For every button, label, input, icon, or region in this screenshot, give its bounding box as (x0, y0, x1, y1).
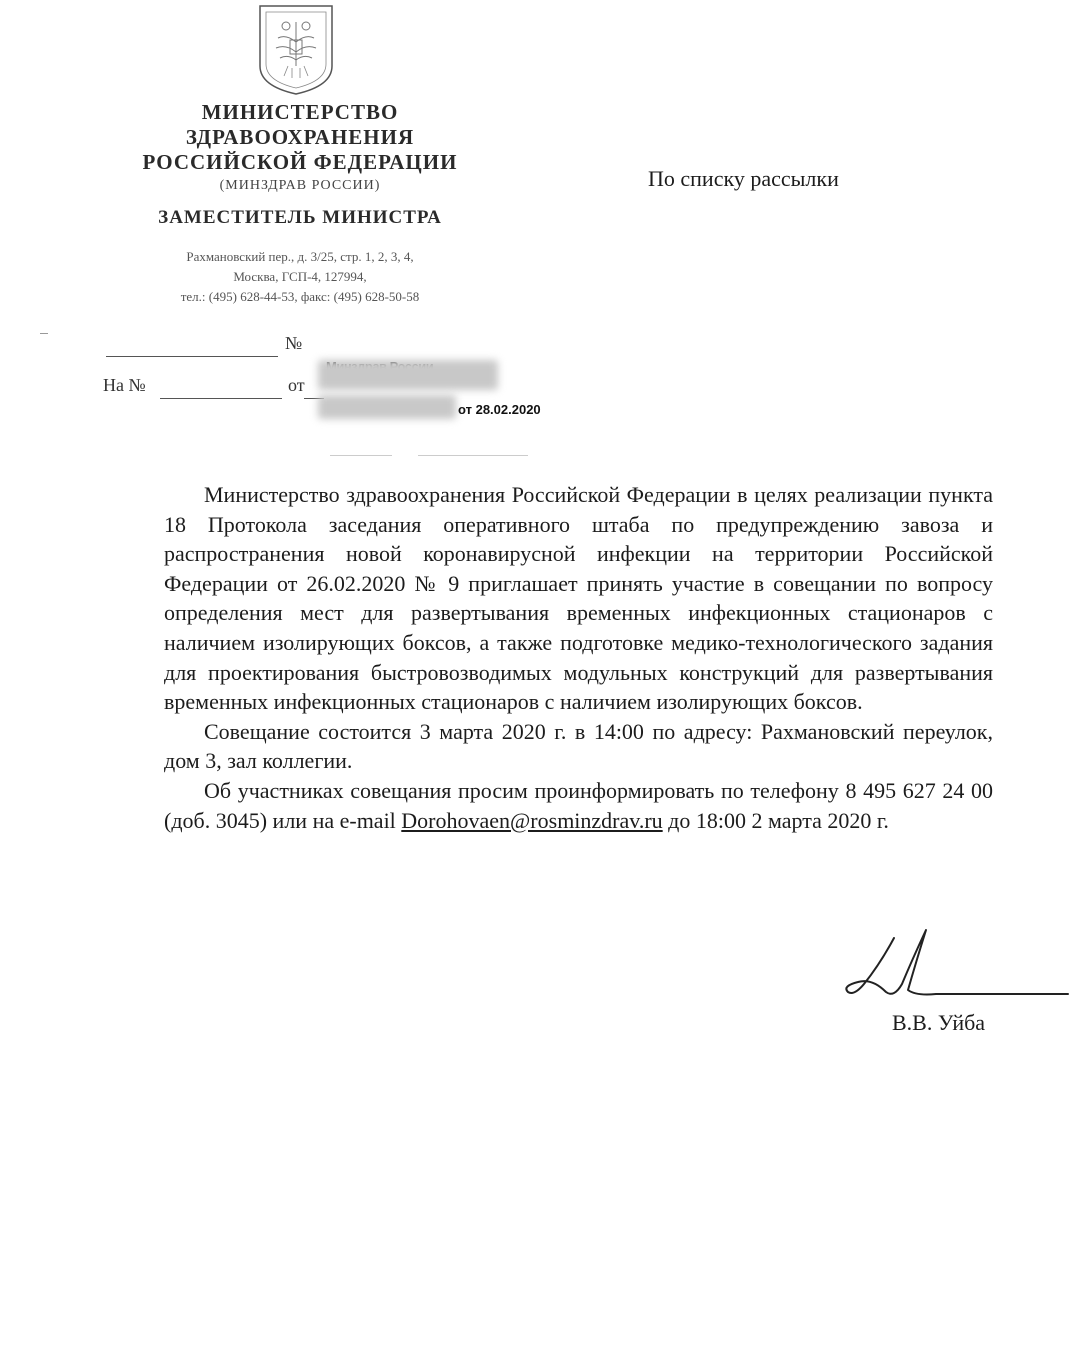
signatory-position: ЗАМЕСТИТЕЛЬ МИНИСТРА (158, 207, 442, 228)
faint-line (418, 455, 528, 456)
address-line1: Рахмановский пер., д. 3/25, стр. 1, 2, 3, 4, (186, 249, 414, 264)
reply-number-line (160, 398, 282, 399)
redacted-area (318, 360, 498, 390)
address-line2: Москва, ГСП-4, 127994, (233, 269, 367, 284)
redacted-area (318, 395, 456, 419)
body-paragraph-2: Совещание состоится 3 марта 2020 г. в 14:00 по адресу: Рахмановский переулок, дом 3, зал коллегии. (164, 718, 993, 774)
org-name-line2: ЗДРАВООХРАНЕНИЯ (185, 125, 415, 149)
body-paragraph-3 (164, 776, 993, 835)
coat-of-arms-icon (256, 4, 336, 96)
outgoing-date-line (106, 356, 278, 357)
email-link[interactable]: Dorohovaen@rosminzdrav.ru (401, 807, 663, 833)
reply-date-label: от (288, 375, 305, 395)
org-name-line3: РОССИЙСКОЙ ФЕДЕРАЦИИ (142, 150, 458, 174)
body-paragraph-1: Министерство здравоохранения Российской Федерации в целях реализации пункта 18 Протокола заседания оперативного штаба по предупреждению завоза и распространения новой коронавирусной инфекции на территории Российской Федерации от 26.02.2020 № 9 приглашает принять участие в совещании по вопросу определения мест для развертывания временных инфекционных стационаров с наличием изолирующих боксов, а также подготовке медико-технологического задания для проектирования быстровозводимых модульных конструкций для развертывания временных инфекционных стационаров с наличием изолирующих боксов. (164, 482, 993, 715)
reply-number-label: На № (103, 375, 146, 395)
signer-name: В.В. Уйба (892, 1010, 986, 1035)
margin-mark (40, 333, 48, 334)
deadline-text: до 18:00 2 марта 2020 г. (662, 807, 889, 833)
faint-line (330, 455, 392, 456)
recipient: По списку рассылки (648, 166, 839, 191)
org-name-line1: МИНИСТЕРСТВО (201, 100, 399, 124)
letter-body (164, 480, 993, 835)
outgoing-number-label: № (285, 333, 303, 353)
registration-stamp-date: от 28.02.2020 (458, 402, 541, 417)
signature-icon (836, 918, 1072, 1008)
org-short-name: (МИНЗДРАВ РОССИИ) (219, 178, 381, 193)
address-line3: тел.: (495) 628-44-53, факс: (495) 628-50-58 (180, 289, 420, 304)
contact-text: Об участниках совещания просим проинформировать по телефону 8 495 627 24 00 (доб. 3045) или на e-mail (164, 777, 993, 833)
